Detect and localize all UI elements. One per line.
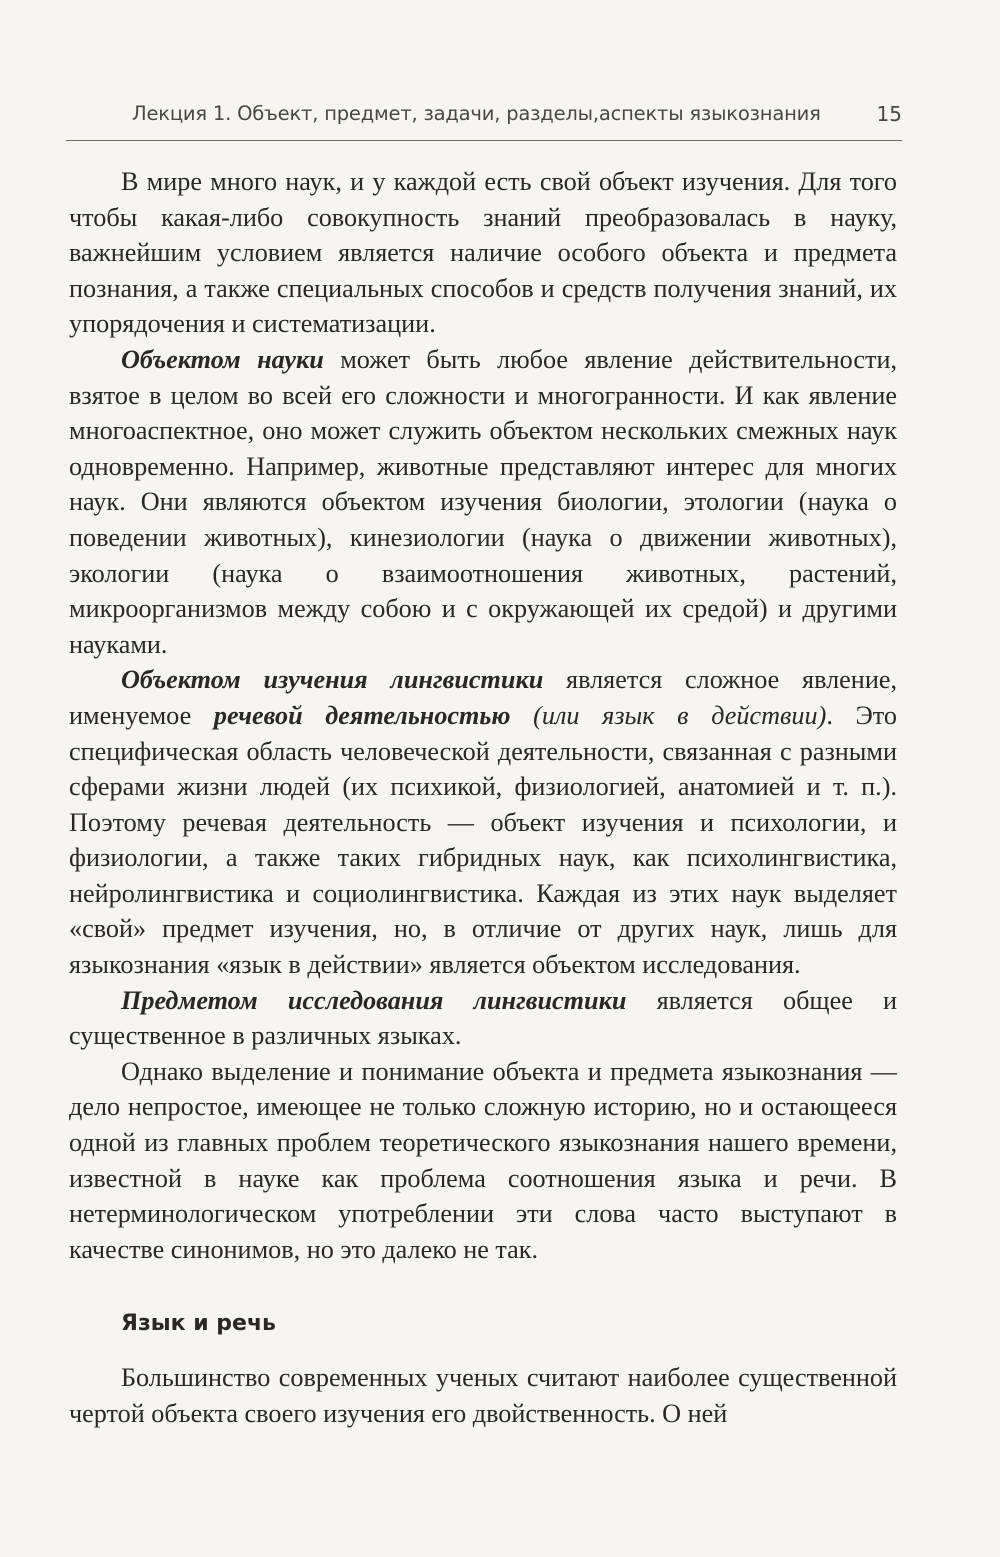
paragraph-2: Объектом науки может быть любое явление действительности, взятое в целом во всей его сложности и многогранности. И как явление многоаспектное, оно может служить объектом нескольких смежных наук одновременно. Например, животные представляют интерес для многих наук. Они являются объектом изучения биологии, этологии (наука о поведении животных), кинезиологии (наука о движении животных), экологии (наука о взаимоотношения животных, растений, микроорганизмов между собою и с окружающей их средой) и другими науками. — [69, 344, 898, 659]
paragraph-4: Предметом исследования лингвистики является общее и существенное в различных языках. — [69, 985, 897, 1051]
section-body-text — [69, 1360, 897, 1431]
paragraph-3: Объектом изучения лингвистики является сложное явление, именуемое речевой деятельностью (или язык в действии). Это специфическая область человеческой деятельности, связанная с разными сферами жизни людей (их психикой, физиологией, анатомией и т. п.). Поэтому речевая деятельность — объект изучения и психологии, и физиологии, а также таких гибридных наук, как психолингвистика, нейролингвистика и социолингвистика. Каждая из этих наук выделяет «свой» предмет изучения, но, в отличие от других наук, лишь для языкознания «язык в действии» является объектом исследования. — [69, 665, 898, 980]
section-paragraph-1: Большинство современных ученых считают наиболее существенной чертой объекта своего изучения его двойственность. О ней — [69, 1363, 897, 1428]
page-number: 15 — [876, 102, 902, 126]
term-object-of-science: Объектом науки — [121, 344, 324, 374]
term-object-of-linguistics: Объектом изучения лингвистики — [121, 665, 544, 695]
running-header — [66, 96, 902, 141]
section-heading: Язык и речь — [121, 1311, 276, 1336]
italic-note: (или язык в действии) — [533, 700, 827, 730]
paragraph-1: В мире много наук, и у каждой есть свой объект изучения. Для того чтобы какая-либо совокупность знаний преобразовалась в науку, важнейшим условием является наличие особого объекта и предмета познания, а также специальных способов и средств получения знаний, их упорядочения и систематизации. — [69, 167, 897, 339]
term-subject-of-linguistics: Предметом исследования лингвистики — [121, 985, 627, 1015]
body-text — [69, 164, 897, 1267]
paragraph-5: Однако выделение и понимание объекта и предмета языкознания — дело непростое, имеющее не только сложную историю, но и остающееся одной из главных проблем теоретического языкознания нашего времени, известной в науке как проблема соотношения языка и речи. В нетерминологическом употреблении эти слова часто выступают в качестве синонимов, но это далеко не так. — [69, 1056, 897, 1264]
chapter-title: Лекция 1. Объект, предмет, задачи, разделы,аспекты языкознания — [132, 102, 821, 125]
term-speech-activity: речевой деятельностью — [213, 700, 511, 730]
